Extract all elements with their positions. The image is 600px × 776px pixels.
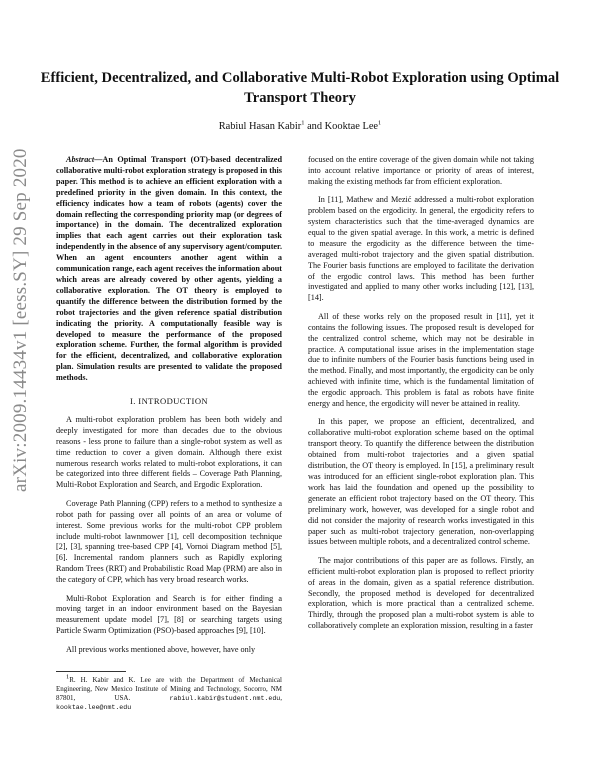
abstract-label: Abstract bbox=[66, 155, 95, 164]
paper-title: Efficient, Decentralized, and Collaborative Multi-Robot Exploration using Optimal Transport Theory bbox=[40, 70, 560, 106]
arxiv-identifier[interactable]: arXiv:2009.14434v1 [eess.SY] 29 Sep 2020 bbox=[10, 148, 31, 492]
affiliation-marker: 1 bbox=[378, 119, 382, 127]
body-paragraph: A multi-robot exploration problem has been both widely and deeply investigated for more than decades due to the obvious reasons - less prone to failure than a single-robot system as well as time reduction to cover a given domain. Although there exist numerous research works related to multi-robot explorations, it can be categorized into three different fields – Coverage Path Planning, Multi-Robot Exploration and Search, and Ergodic Exploration. bbox=[56, 414, 282, 490]
footnote-marker: 1 bbox=[66, 673, 70, 681]
body-paragraph: Coverage Path Planning (CPP) refers to a method to synthesize a robot path for passing over all points of an area or volume of interest. Some previous works for the multi-robot CPP problem include multi-robot lawnmower [1], cell decomposition technique [2], [3], spanning tree-based CPP [4], Vornoi Diagram method [5], [6]. Incremental random planners such as Rapidly exploring Random Trees (RRT) and Probabilistic Road Map (PRM) are also in the category of CPP, which has very broad research works. bbox=[56, 498, 282, 585]
author-name: Kooktae Lee bbox=[324, 121, 379, 132]
email-link[interactable]: rabiul.kabir@student.nmt.edu bbox=[169, 694, 281, 702]
abstract-text: —An Optimal Transport (OT)-based decentralized collaborative multi-robot exploration strategy is proposed in this paper. This method is to achieve an efficient exploration with a predefined priority in the given domain. In this context, the efficiency indicates how a team of robots (agents) cover the domain reflecting the corresponding priority map (or degrees of importance) in the domain. The decentralized exploration implies that each agent carries out their exploration task independently in the absence of any supervisory agent/computer. When an agent encounters another agent within a communication range, each agent receives the information about which areas are already covered by other agents, yielding a collaborative exploration. The OT theory is employed to quantify the difference between the distribution formed by the robot trajectories and the given reference spatial distribution indicating the priority. A computationally feasible way is developed to measure the performance of the proposed exploration scheme. Further, the formal algorithm is provided for the efficient, decentralized, and collaborative exploration plan. Simulation results are presented to validate the proposed methods. bbox=[56, 155, 282, 383]
affiliation-marker: 1 bbox=[301, 119, 305, 127]
author-conjunction: and bbox=[304, 121, 325, 132]
body-paragraph: All of these works rely on the proposed result in [11], yet it contains the following issues. The proposed result is developed for the centralized control scheme, which may not be desirable in practice. A computational issue arises in the implementation stage due to infinite numbers of the Fourier basis functions being used in the method. Finally, and most importantly, the ergodicity can be only achieved with infinite time, which is the fundamental limitation of the ergodic approach. This problem is fatal as robots have finite energy and hence, the ergodicity will never be attained in reality. bbox=[308, 311, 534, 409]
footnote-divider bbox=[56, 671, 126, 672]
abstract bbox=[56, 155, 282, 384]
author-name: Rabiul Hasan Kabir bbox=[218, 121, 302, 132]
email-link[interactable]: kooktae.lee@nmt.edu bbox=[56, 703, 132, 711]
body-paragraph: focused on the entire coverage of the given domain while not taking into account relative importance or priority of areas of interest, making the existing methods far from efficient exploration. bbox=[308, 155, 534, 186]
body-paragraph: Multi-Robot Exploration and Search is for either finding a moving target in an indoor environment based on the Bayesian measurement update model [7], [8] or searching targets using Particle Swarm Optimization (PSO)-based approaches [9], [10]. bbox=[56, 593, 282, 636]
author-line bbox=[40, 120, 560, 134]
body-paragraph: In this paper, we propose an efficient, decentralized, and collaborative multi-robot exploration scheme based on the optimal transport theory. To quantify the difference between the distribution obtained from multi-robot trajectories and a given spatial distribution, the OT theory is employed. In [15], a preliminary result was introduced for an efficient single-robot exploration plan. This work has laid the foundation and opened up the possibility to generate an efficient robot trajectory based on the OT theory. This preliminary work, however, was developed for a single robot and did not consider the majority of research works investigated in this paper such as multi-robot trajectory generation, non-overlapping issues between multiple robots, and a decentralized control scheme. bbox=[308, 417, 534, 547]
footnote: $^1$R. H. Kabir and K. Lee are with the Department of Mechanical Engineering, New Mexico Institute of Mining and Technology, Socorro, NM 87801, USA. rabiul.kabir@student.nmt.edu, kooktae.lee@nmt.edu bbox=[56, 673, 282, 711]
section-heading-introduction: I. INTRODUCTION bbox=[129, 396, 209, 407]
body-paragraph: In [11], Mathew and Mezić addressed a multi-robot exploration problem based on the ergodicity. In general, the ergodicity refers to system characteristics such that the time-averaged dynamics are equal to the given spatial average. In this work, a metric is defined to measure the ergodicity as the difference between the time-averaged multi-robot trajectory and the given spatial distribution. The Fourier basis functions are employed to facilitate the derivation of the ergodic control laws. This method has been further investigated and applied to many other works including [12], [13], [14]. bbox=[308, 195, 534, 303]
footnote-text: R. H. Kabir and K. Lee are with the Department of Mechanical Engineering, New Mexico Institute of Mining and Technology, Socorro, NM 87801, USA. bbox=[56, 675, 282, 702]
body-paragraph: The major contributions of this paper are as follows. Firstly, an efficient multi-robot exploration plan is proposed to reflect priority of areas in the domain, given as a spatial reference distribution. Secondly, the proposed method is developed for decentralized exploration, which is more practical than a centralized scheme. Thirdly, through the proposed plan a multi-robot system is able to collaboratively complete an exploration mission, resulting in a faster bbox=[308, 555, 534, 631]
right-column bbox=[308, 155, 534, 640]
left-column bbox=[56, 155, 282, 719]
body-paragraph: All previous works mentioned above, however, have only bbox=[66, 644, 256, 654]
